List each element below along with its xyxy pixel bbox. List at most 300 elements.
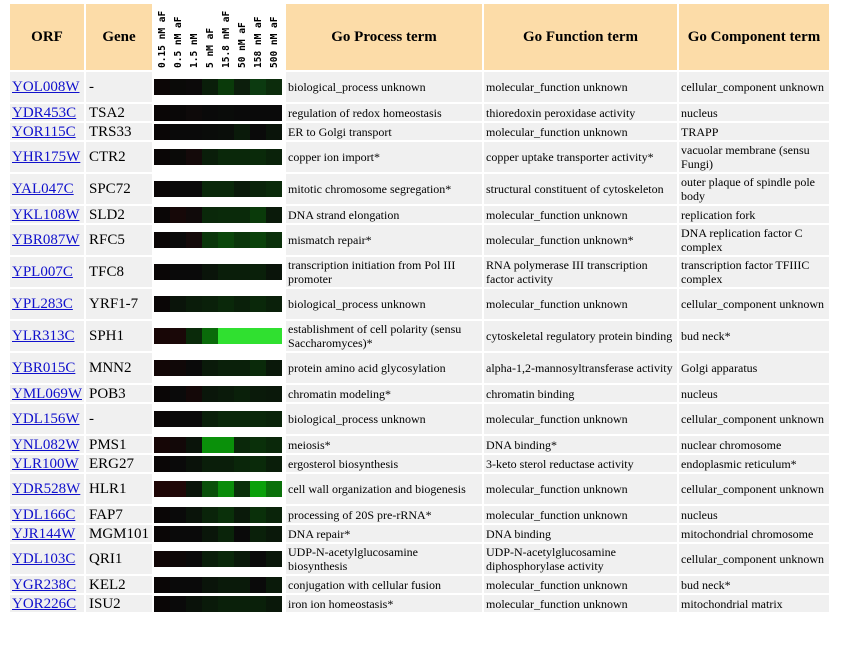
orf-cell (10, 404, 84, 434)
process-cell: UDP-N-acetylglucosamine biosynthesis (286, 544, 482, 574)
expression-heatmap (154, 576, 284, 593)
heatmap-cell (218, 232, 234, 248)
heatmap-cell (266, 79, 282, 95)
heatmap-cell (170, 411, 186, 427)
table-row (10, 455, 829, 472)
orf-column-header: ORF (10, 4, 84, 70)
heatmap-cell (234, 526, 250, 542)
heatmap-cell (266, 411, 282, 427)
heatmap-cell (250, 328, 266, 344)
process-cell: chromatin modeling* (286, 385, 482, 402)
heatmap-cell (202, 264, 218, 280)
orf-link[interactable]: YDR528W (12, 481, 81, 497)
expression-heatmap (154, 321, 284, 351)
function-cell: structural constituent of cytoskeleton (484, 174, 677, 204)
heatmap-cell (170, 360, 186, 376)
expression-heatmap (154, 206, 284, 223)
heatmap-cell (218, 105, 234, 121)
heatmap-row (154, 79, 284, 95)
heatmap-cell (186, 551, 202, 567)
gene-cell: - (86, 404, 152, 434)
heatmap-cell (186, 507, 202, 523)
heatmap-cell (250, 149, 266, 165)
heatmap-cell (266, 149, 282, 165)
heatmap-row (154, 124, 284, 140)
concentration-label-text: 0.15 nM aF (157, 10, 169, 68)
heatmap-cell (186, 149, 202, 165)
heatmap-cell (218, 411, 234, 427)
heatmap-cell (154, 411, 170, 427)
table-row (10, 576, 829, 593)
heatmap-cell (154, 207, 170, 223)
orf-cell (10, 455, 84, 472)
orf-link[interactable]: YNL082W (12, 436, 80, 453)
orf-cell (10, 544, 84, 574)
gene-column-header: Gene (86, 4, 152, 70)
heatmap-cell (218, 526, 234, 542)
heatmap-cell (234, 207, 250, 223)
heatmap-cell (170, 264, 186, 280)
component-cell: transcription factor TFIIIC complex (679, 257, 829, 287)
heatmap-cell (250, 437, 266, 453)
component-cell: nucleus (679, 506, 829, 523)
heatmap-cell (154, 232, 170, 248)
table-body (10, 72, 829, 612)
orf-cell (10, 123, 84, 140)
heatmap-cell (234, 264, 250, 280)
heatmap-cell (170, 526, 186, 542)
heatmap-cell (234, 481, 250, 497)
heatmap-cell (234, 596, 250, 612)
heatmap-row (154, 507, 284, 523)
heatmap-cell (170, 79, 186, 95)
heatmap-cell (186, 437, 202, 453)
heatmap-cell (186, 328, 202, 344)
heatmap-cell (266, 360, 282, 376)
heatmap-cell (266, 181, 282, 197)
function-cell: chromatin binding (484, 385, 677, 402)
table-row (10, 474, 829, 504)
heatmap-cell (266, 264, 282, 280)
expression-heatmap (154, 225, 284, 255)
heatmap-row (154, 481, 284, 497)
function-cell: molecular_function unknown (484, 576, 677, 593)
heatmap-cell (234, 456, 250, 472)
process-cell: mismatch repair* (286, 225, 482, 255)
function-cell: molecular_function unknown (484, 404, 677, 434)
process-cell: biological_process unknown (286, 72, 482, 102)
heatmap-row (154, 328, 284, 344)
component-cell: cellular_component unknown (679, 289, 829, 319)
expression-heatmap (154, 123, 284, 140)
process-cell: copper ion import* (286, 142, 482, 172)
heatmap-cell (250, 596, 266, 612)
heatmap-row (154, 105, 284, 121)
orf-link[interactable]: YLR100W (12, 455, 79, 472)
table-row (10, 257, 829, 287)
heatmap-cell (218, 296, 234, 312)
component-cell: TRAPP (679, 123, 829, 140)
process-cell: meiosis* (286, 436, 482, 453)
heatmap-cell (186, 124, 202, 140)
component-cell: bud neck* (679, 576, 829, 593)
heatmap-cell (202, 207, 218, 223)
heatmap-row (154, 360, 284, 376)
gene-cell: SPC72 (86, 174, 152, 204)
heatmap-cell (202, 360, 218, 376)
heatmap-cell (250, 232, 266, 248)
orf-link[interactable]: YDL156W (12, 411, 80, 427)
heatmap-cell (170, 507, 186, 523)
heatmap-cell (170, 232, 186, 248)
gene-cell: ERG27 (86, 455, 152, 472)
heatmap-row (154, 411, 284, 427)
heatmap-cell (170, 328, 186, 344)
heatmap-cell (186, 105, 202, 121)
heatmap-cell (234, 507, 250, 523)
orf-link[interactable]: YBR015C (12, 360, 76, 376)
heatmap-cell (202, 124, 218, 140)
heatmap-cell (234, 360, 250, 376)
gene-cell: TSA2 (86, 104, 152, 121)
gene-cell: SLD2 (86, 206, 152, 223)
gene-cell: POB3 (86, 385, 152, 402)
heatmap-cell (186, 264, 202, 280)
heatmap-cell (154, 507, 170, 523)
heatmap-cell (186, 456, 202, 472)
heatmap-cell (186, 207, 202, 223)
gene-cell: KEL2 (86, 576, 152, 593)
table-row (10, 595, 829, 612)
heatmap-row (154, 207, 284, 223)
heatmap-cell (202, 481, 218, 497)
table-row (10, 544, 829, 574)
heatmap-cell (202, 526, 218, 542)
heatmap-cell (250, 551, 266, 567)
orf-cell (10, 595, 84, 612)
table-row (10, 289, 829, 319)
function-cell: RNA polymerase III transcription factor activity (484, 257, 677, 287)
expression-heatmap (154, 506, 284, 523)
orf-link[interactable]: YDL166C (12, 506, 76, 523)
concentration-label-text: 1.5 nM (189, 33, 201, 68)
orf-cell (10, 525, 84, 542)
heatmap-cell (266, 296, 282, 312)
heatmap-cell (234, 181, 250, 197)
heatmap-cell (170, 577, 186, 593)
process-cell: establishment of cell polarity (sensu Saccharomyces)* (286, 321, 482, 351)
heatmap-cell (202, 328, 218, 344)
heatmap-cell (202, 411, 218, 427)
heatmap-cell (266, 105, 282, 121)
heatmap-cell (186, 296, 202, 312)
heatmap-cell (266, 437, 282, 453)
orf-cell (10, 257, 84, 287)
expression-heatmap (154, 404, 284, 434)
concentration-label-text: 0.5 nM aF (173, 16, 185, 68)
heatmap-cell (234, 328, 250, 344)
orf-link[interactable]: YBR087W (12, 232, 80, 248)
component-column-header: Go Component term (679, 4, 829, 70)
heatmap-cell (202, 79, 218, 95)
orf-cell (10, 289, 84, 319)
function-cell: cytoskeletal regulatory protein binding (484, 321, 677, 351)
concentration-label (170, 4, 186, 70)
gene-cell: RFC5 (86, 225, 152, 255)
gene-cell: MNN2 (86, 353, 152, 383)
gene-cell: HLR1 (86, 474, 152, 504)
heatmap-cell (218, 456, 234, 472)
heatmap-cell (170, 149, 186, 165)
table-row (10, 142, 829, 172)
heatmap-cell (266, 577, 282, 593)
orf-cell (10, 474, 84, 504)
process-cell: ER to Golgi transport (286, 123, 482, 140)
orf-link[interactable]: YGR238C (12, 576, 77, 593)
heatmap-row (154, 577, 284, 593)
heatmap-row (154, 149, 284, 165)
heatmap-cell (234, 551, 250, 567)
heatmap-cell (218, 124, 234, 140)
heatmap-cell (154, 437, 170, 453)
concentration-label-text: 50 nM aF (237, 22, 249, 68)
concentration-label-text: 500 nM aF (269, 16, 281, 68)
heatmap-cell (218, 328, 234, 344)
heatmap-cell (218, 207, 234, 223)
gene-cell: MGM101 (86, 525, 152, 542)
heatmap-row (154, 264, 284, 280)
heatmap-cell (154, 181, 170, 197)
orf-cell (10, 72, 84, 102)
heatmap-row (154, 596, 284, 612)
heatmap-cell (154, 596, 170, 612)
heatmap-cell (170, 456, 186, 472)
concentration-label (186, 4, 202, 70)
heatmap-cell (218, 481, 234, 497)
expression-heatmap (154, 436, 284, 453)
heatmap-cell (266, 207, 282, 223)
orf-link[interactable]: YOR226C (12, 595, 77, 612)
function-cell: thioredoxin peroxidase activity (484, 104, 677, 121)
concentration-label (250, 4, 266, 70)
heatmap-cell (234, 79, 250, 95)
function-cell: molecular_function unknown (484, 206, 677, 223)
function-cell: DNA binding (484, 525, 677, 542)
heatmap-cell (170, 481, 186, 497)
process-cell: DNA repair* (286, 525, 482, 542)
gene-cell: YRF1-7 (86, 289, 152, 319)
process-cell: mitotic chromosome segregation* (286, 174, 482, 204)
gene-cell: - (86, 72, 152, 102)
heatmap-cell (202, 296, 218, 312)
orf-cell (10, 142, 84, 172)
heatmap-cell (266, 596, 282, 612)
orf-link[interactable]: YJR144W (12, 525, 76, 542)
heatmap-cell (202, 551, 218, 567)
heatmap-cell (266, 328, 282, 344)
table-row (10, 206, 829, 223)
heatmap-cell (170, 124, 186, 140)
heatmap-cell (154, 105, 170, 121)
function-cell: molecular_function unknown (484, 474, 677, 504)
table-row (10, 225, 829, 255)
heatmap-row (154, 232, 284, 248)
heatmap-cell (266, 551, 282, 567)
expression-heatmap (154, 544, 284, 574)
component-cell: outer plaque of spindle pole body (679, 174, 829, 204)
function-cell: molecular_function unknown (484, 123, 677, 140)
heatmap-cell (170, 551, 186, 567)
component-cell: nuclear chromosome (679, 436, 829, 453)
heatmap-cell (250, 105, 266, 121)
expression-heatmap (154, 289, 284, 319)
heatmap-cell (154, 264, 170, 280)
heatmap-cell (170, 105, 186, 121)
heatmap-row (154, 526, 284, 542)
expression-heatmap (154, 455, 284, 472)
heatmap-cell (250, 526, 266, 542)
expression-heatmap (154, 353, 284, 383)
heatmap-cell (218, 149, 234, 165)
process-cell: protein amino acid glycosylation (286, 353, 482, 383)
heatmap-cell (218, 507, 234, 523)
concentration-column-header (154, 4, 284, 70)
function-cell: DNA binding* (484, 436, 677, 453)
heatmap-cell (186, 526, 202, 542)
heatmap-cell (250, 296, 266, 312)
heatmap-cell (154, 577, 170, 593)
orf-cell (10, 385, 84, 402)
heatmap-cell (154, 124, 170, 140)
orf-link[interactable]: YPL283C (12, 296, 73, 312)
table-row (10, 353, 829, 383)
process-column-header: Go Process term (286, 4, 482, 70)
orf-link[interactable]: YOL008W (12, 79, 80, 95)
heatmap-cell (186, 232, 202, 248)
orf-link[interactable]: YAL047C (12, 181, 74, 197)
orf-cell (10, 206, 84, 223)
heatmap-cell (202, 232, 218, 248)
gene-cell: CTR2 (86, 142, 152, 172)
heatmap-cell (186, 577, 202, 593)
orf-link[interactable]: YHR175W (12, 149, 81, 165)
heatmap-row (154, 551, 284, 567)
orf-link[interactable]: YPL007C (12, 264, 73, 280)
heatmap-cell (234, 149, 250, 165)
orf-link[interactable]: YKL108W (12, 206, 80, 223)
heatmap-cell (234, 386, 250, 402)
table-row (10, 72, 829, 102)
process-cell: conjugation with cellular fusion (286, 576, 482, 593)
heatmap-cell (202, 386, 218, 402)
heatmap-cell (186, 181, 202, 197)
heatmap-cell (154, 149, 170, 165)
heatmap-cell (266, 124, 282, 140)
orf-cell (10, 174, 84, 204)
gene-cell: SPH1 (86, 321, 152, 351)
results-table (8, 2, 831, 614)
heatmap-cell (154, 526, 170, 542)
heatmap-cell (218, 577, 234, 593)
heatmap-cell (218, 437, 234, 453)
gene-cell: FAP7 (86, 506, 152, 523)
heatmap-cell (250, 386, 266, 402)
orf-link[interactable]: YML069W (12, 385, 82, 402)
component-cell: endoplasmic reticulum* (679, 455, 829, 472)
table-row (10, 321, 829, 351)
heatmap-cell (218, 79, 234, 95)
heatmap-cell (218, 264, 234, 280)
component-cell: cellular_component unknown (679, 544, 829, 574)
concentration-label (202, 4, 218, 70)
function-cell: molecular_function unknown (484, 506, 677, 523)
function-cell: alpha-1,2-mannosyltransferase activity (484, 353, 677, 383)
heatmap-cell (266, 481, 282, 497)
component-cell: cellular_component unknown (679, 404, 829, 434)
orf-cell (10, 436, 84, 453)
process-cell: iron ion homeostasis* (286, 595, 482, 612)
heatmap-cell (234, 296, 250, 312)
concentration-label-text: 15.8 nM aF (221, 10, 233, 68)
heatmap-cell (266, 232, 282, 248)
heatmap-cell (202, 507, 218, 523)
orf-link[interactable]: YDR453C (12, 104, 77, 121)
table-row (10, 404, 829, 434)
table-row (10, 104, 829, 121)
table-row (10, 525, 829, 542)
concentration-labels (154, 4, 284, 70)
heatmap-row (154, 437, 284, 453)
concentration-label (266, 4, 282, 70)
concentration-label (234, 4, 250, 70)
process-cell: regulation of redox homeostasis (286, 104, 482, 121)
heatmap-cell (170, 437, 186, 453)
component-cell: cellular_component unknown (679, 474, 829, 504)
heatmap-cell (218, 551, 234, 567)
heatmap-cell (186, 481, 202, 497)
heatmap-cell (154, 79, 170, 95)
heatmap-row (154, 456, 284, 472)
orf-cell (10, 353, 84, 383)
heatmap-cell (234, 105, 250, 121)
function-cell: molecular_function unknown (484, 72, 677, 102)
component-cell: cellular_component unknown (679, 72, 829, 102)
table-row (10, 506, 829, 523)
heatmap-cell (250, 360, 266, 376)
process-cell: ergosterol biosynthesis (286, 455, 482, 472)
heatmap-cell (186, 386, 202, 402)
table-row (10, 385, 829, 402)
heatmap-cell (234, 411, 250, 427)
table-row (10, 436, 829, 453)
heatmap-cell (186, 596, 202, 612)
heatmap-cell (186, 79, 202, 95)
heatmap-cell (218, 181, 234, 197)
orf-link[interactable]: YOR115C (12, 123, 76, 140)
expression-heatmap (154, 257, 284, 287)
component-cell: bud neck* (679, 321, 829, 351)
gene-cell: TRS33 (86, 123, 152, 140)
heatmap-cell (266, 526, 282, 542)
orf-link[interactable]: YLR313C (12, 328, 75, 344)
heatmap-cell (250, 181, 266, 197)
heatmap-cell (218, 386, 234, 402)
heatmap-cell (154, 296, 170, 312)
orf-link[interactable]: YDL103C (12, 551, 76, 567)
heatmap-row (154, 181, 284, 197)
gene-cell: TFC8 (86, 257, 152, 287)
heatmap-cell (202, 105, 218, 121)
